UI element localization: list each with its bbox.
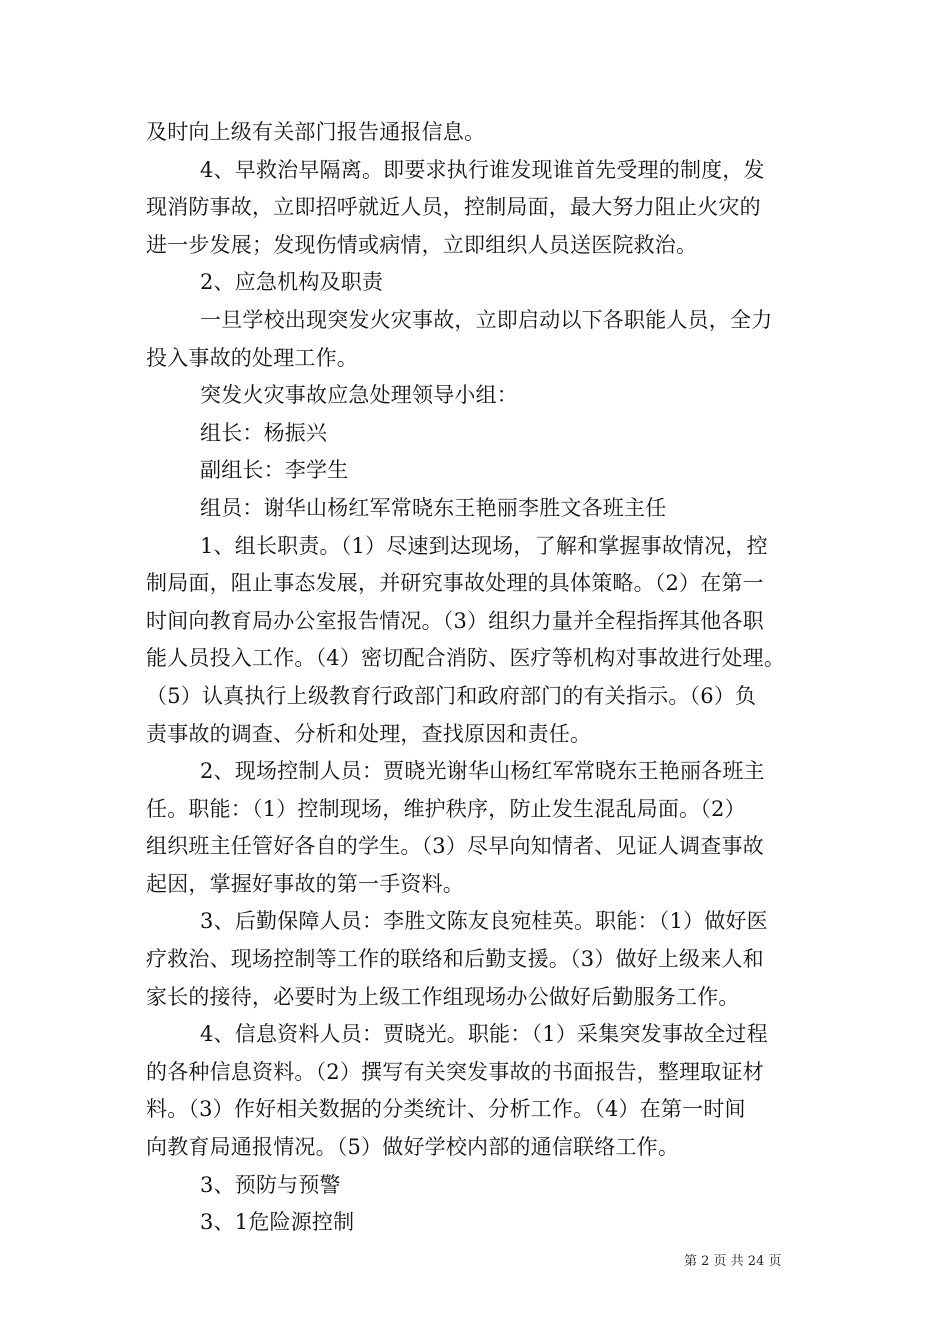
text-line: 3、预防与预警 (200, 1172, 341, 1197)
text-line: 向教育局通报情况。（5）做好学校内部的通信联络工作。 (146, 1135, 680, 1160)
text-line: 家长的接待，必要时为上级工作组现场办公做好后勤服务工作。 (146, 984, 740, 1009)
text-line: 进一步发展；发现伤情或病情，立即组织人员送医院救治。 (146, 232, 698, 257)
text-line: 4、信息资料人员：贾晓光。职能：（1）采集突发事故全过程 (200, 1022, 768, 1047)
text-line: 疗救治、现场控制等工作的联络和后勤支援。（3）做好上级来人和 (146, 947, 764, 972)
text-line: 料。（3）作好相关数据的分类统计、分析工作。（4）在第一时间 (146, 1097, 746, 1122)
text-line: 责事故的调查、分析和处理，查找原因和责任。 (146, 721, 592, 746)
text-line: 3、1危险源控制 (200, 1210, 355, 1235)
text-line: 一旦学校出现突发火灾事故，立即启动以下各职能人员，全力 (200, 307, 773, 332)
text-line: 能人员投入工作。（4）密切配合消防、医疗等机构对事故进行处理。 (146, 646, 786, 671)
text-line: 起因，掌握好事故的第一手资料。 (146, 871, 464, 896)
text-line: 及时向上级有关部门报告通报信息。 (146, 120, 486, 144)
text-line: 副组长：李学生 (200, 458, 349, 483)
text-line: 2、应急机构及职责 (200, 270, 384, 295)
text-line: 2、现场控制人员：贾晓光谢华山杨红军常晓东王艳丽各班主 (200, 759, 765, 784)
text-line: 突发火灾事故应急处理领导小组： (200, 383, 518, 408)
text-line: 投入事故的处理工作。 (146, 345, 358, 370)
text-line: 现消防事故，立即招呼就近人员，控制局面，最大努力阻止火灾的 (146, 195, 761, 220)
page-number: 第 2 页 共 24 页 (684, 1254, 782, 1269)
text-line: 3、后勤保障人员：李胜文陈友良宛桂英。职能：（1）做好医 (200, 909, 768, 934)
text-line: 组长：杨振兴 (200, 420, 328, 445)
document-body (146, 114, 826, 1242)
text-line: 1、组长职责。（1）尽速到达现场，了解和掌握事故情况，控 (200, 533, 768, 558)
text-line: 任。职能：（1）控制现场，维护秩序，防止发生混乱局面。（2） (146, 796, 746, 821)
text-line: 制局面，阻止事态发展，并研究事故处理的具体策略。（2）在第一 (146, 571, 764, 596)
text-line: 组员：谢华山杨红军常晓东王艳丽李胜文各班主任 (200, 495, 667, 520)
text-line: 时间向教育局办公室报告情况。（3）组织力量并全程指挥其他各职 (146, 608, 764, 633)
text-line: 组织班主任管好各自的学生。（3）尽早向知情者、见证人调查事故 (146, 834, 764, 859)
text-line: （5）认真执行上级教育行政部门和政府部门的有关指示。（6）负 (146, 683, 757, 708)
text-line: 的各种信息资料。（2）撰写有关突发事故的书面报告，整理取证材 (146, 1059, 764, 1084)
text-line: 4、早救治早隔离。即要求执行谁发现谁首先受理的制度，发 (200, 157, 765, 182)
